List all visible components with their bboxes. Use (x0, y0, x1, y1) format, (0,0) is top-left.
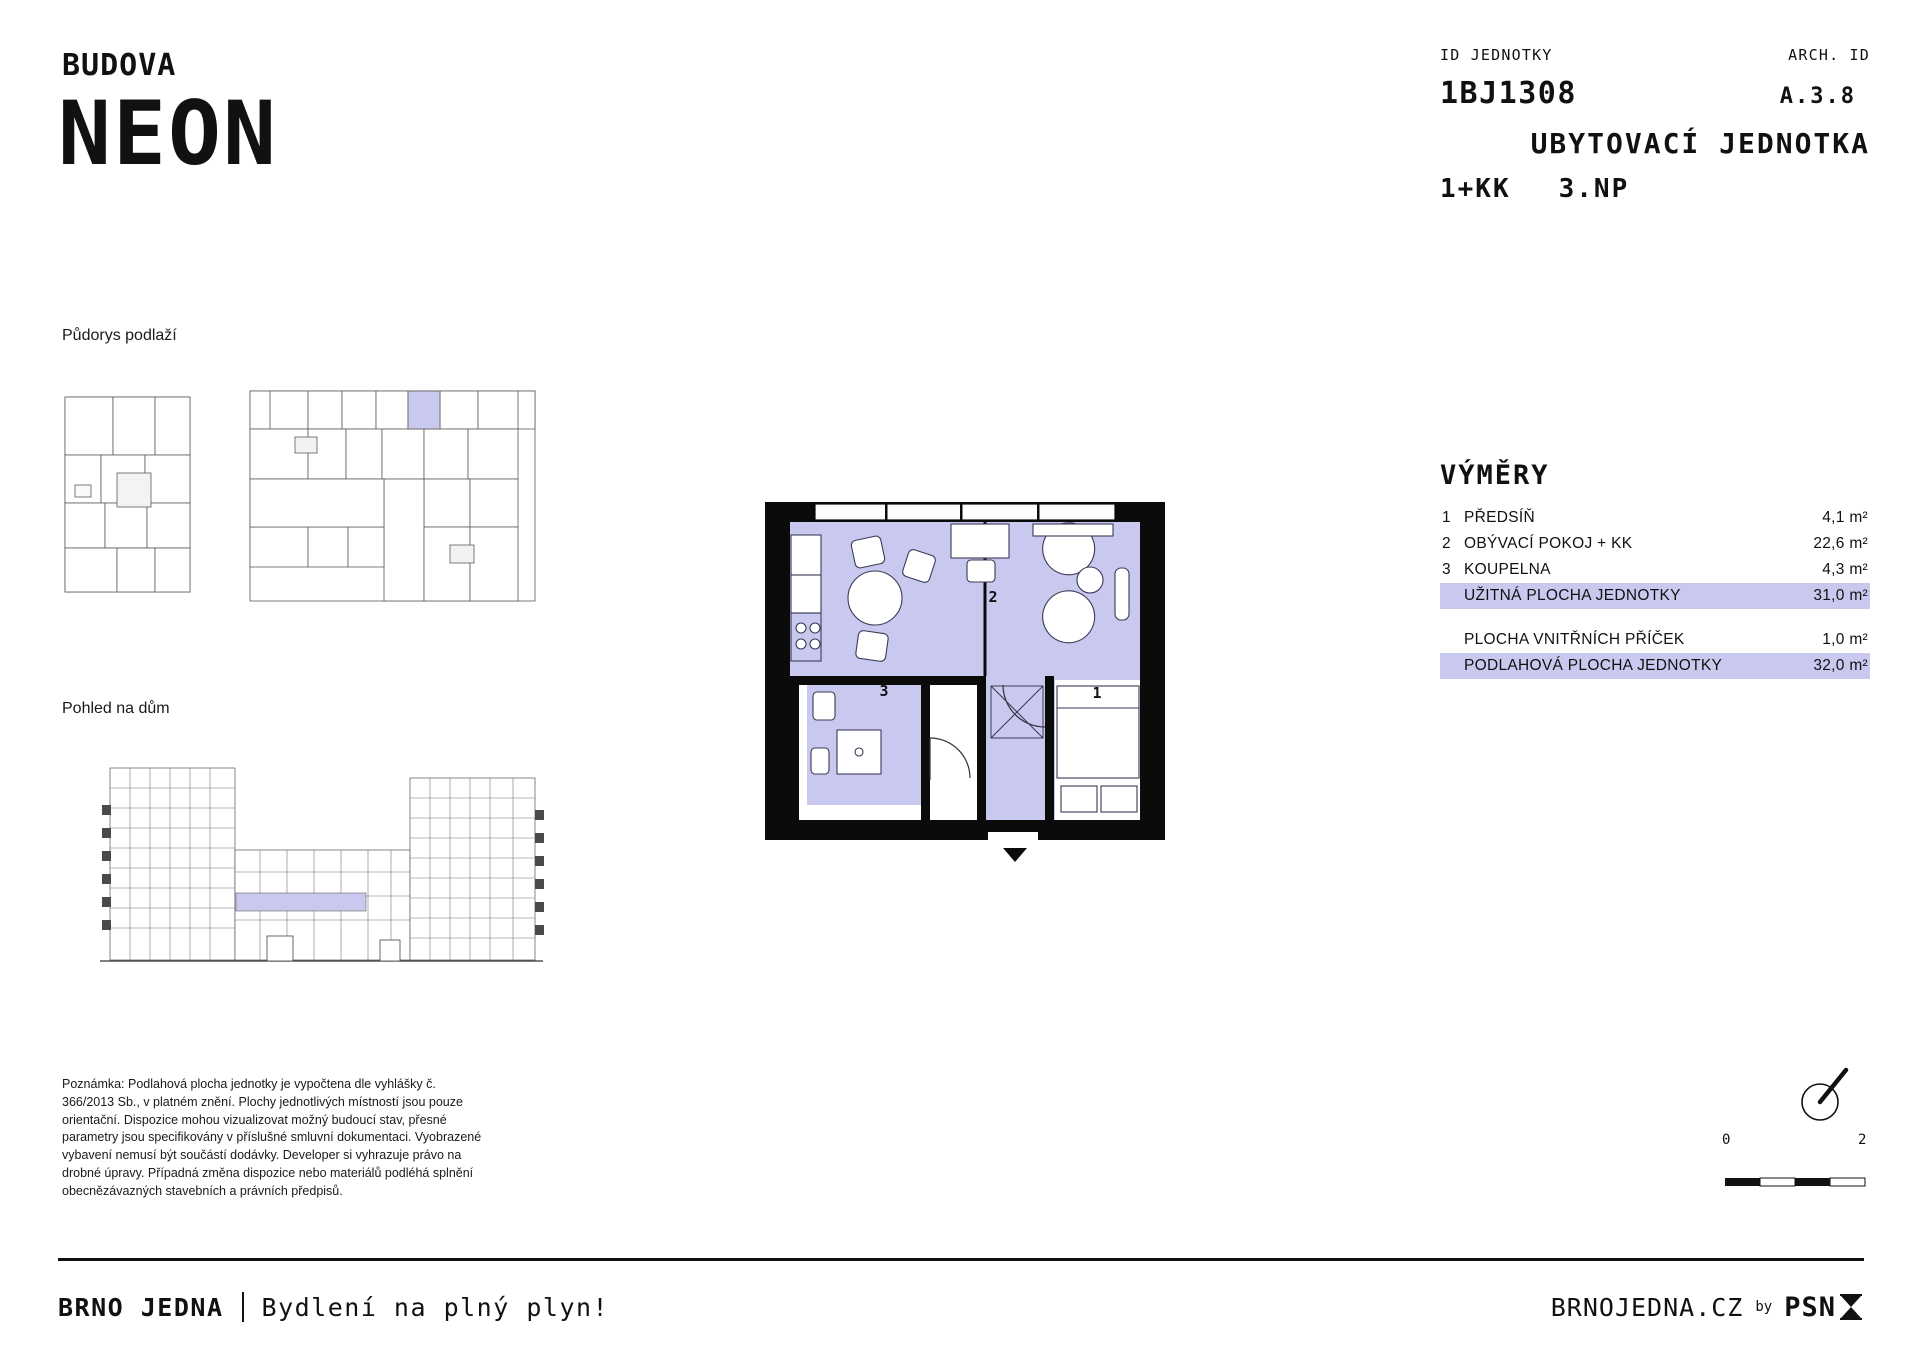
unit-header-block (1440, 46, 1870, 204)
unit-floorplan (745, 480, 1245, 880)
area-label: OBÝVACÍ POKOJ + KK (1464, 535, 1633, 552)
north-arrow-icon (1790, 1060, 1860, 1130)
area-number: 3 (1442, 561, 1451, 578)
unit-floor: 3.NP (1558, 174, 1630, 204)
area-value: 22,6 m² (1813, 535, 1868, 552)
areas-title: VÝMĚRY (1440, 460, 1550, 491)
partitions-value: 1,0 m² (1822, 631, 1868, 648)
usable-area-row (1440, 583, 1870, 609)
footer-brand: BRNO JEDNA (58, 1292, 224, 1322)
elevation-title: Pohled na dům (62, 700, 170, 717)
unit-id-value: 1BJ1308 (1440, 76, 1577, 111)
area-label: KOUPELNA (1464, 561, 1551, 578)
brand-name: NEON (58, 82, 278, 185)
psn-mark-icon (1838, 1293, 1864, 1321)
floor-area-row (1440, 653, 1870, 679)
areas-spacer (1440, 609, 1870, 627)
floor-area-label: PODLAHOVÁ PLOCHA JEDNOTKY (1464, 657, 1723, 674)
footer-claim: Bydlení na plný plyn! (261, 1292, 610, 1322)
brand-prefix: BUDOVA (62, 48, 177, 83)
arch-id-label: ARCH. ID (1788, 46, 1870, 64)
building-elevation-drawing (55, 750, 545, 990)
footer (58, 1282, 1864, 1332)
area-number: 1 (1442, 509, 1451, 526)
scale-min-label: 0 (1722, 1132, 1731, 1148)
usable-area-value: 31,0 m² (1813, 587, 1868, 604)
area-row-2 (1440, 531, 1870, 557)
footer-website[interactable]: BRNOJEDNA.CZ (1550, 1292, 1744, 1322)
area-value: 4,1 m² (1822, 509, 1868, 526)
floorplan-mini-title: Půdorys podlaží (62, 327, 177, 344)
psn-logo-text: PSN (1784, 1291, 1836, 1323)
footer-divider (58, 1258, 1864, 1261)
area-row-1 (1440, 505, 1870, 531)
highlighted-unit-on-floorplan (408, 391, 440, 429)
psn-logo (1784, 1292, 1864, 1323)
area-label: PŘEDSÍŇ (1464, 509, 1536, 526)
unit-layout: 1+KK (1440, 174, 1511, 204)
footer-by-label: by (1755, 1299, 1773, 1315)
floorplan-key-drawing (55, 375, 545, 625)
footer-separator (242, 1292, 244, 1322)
area-number: 2 (1442, 535, 1451, 552)
unit-type: UBYTOVACÍ JEDNOTKA (1530, 127, 1870, 160)
sideboard-furniture (1033, 524, 1113, 536)
areas-table (1440, 460, 1870, 679)
legal-note: Poznámka: Podlahová plocha jednotky je vypočtena dle vyhlášky č. 366/2013 Sb., v platném znění. Plochy jednotlivých místností jsou pouze orientační. Dispozice mohou vizualizovat možný budoucí stav, přesné parametry jsou specifikovány v příslušné smluvní dokumentaci. Vyobrazené vybavení nemusí být součástí dodávky. Developer si vyhrazuje právo na drobné úpravy. Případná změna dispozice nebo materiálů podléhá splnění obecnězávazných stavebních a právních předpisů. (62, 1077, 482, 1198)
floor-area-value: 32,0 m² (1813, 657, 1868, 674)
usable-area-label: UŽITNÁ PLOCHA JEDNOTKY (1464, 587, 1681, 604)
partitions-row (1440, 627, 1870, 653)
area-value: 4,3 m² (1822, 561, 1868, 578)
room-label-3: 3 (879, 682, 889, 700)
highlighted-unit-on-elevation (236, 893, 366, 911)
room-label-1: 1 (1092, 684, 1102, 702)
area-row-3 (1440, 557, 1870, 583)
scale-bar (1720, 1160, 1870, 1200)
room-label-2: 2 (988, 588, 998, 606)
arch-id-value: A.3.8 (1779, 84, 1856, 109)
scale-max-label: 2 (1858, 1132, 1867, 1148)
partitions-label: PLOCHA VNITŘNÍCH PŘÍČEK (1464, 631, 1685, 648)
entrance-marker (988, 832, 1038, 862)
unit-id-label: ID JEDNOTKY (1440, 46, 1553, 64)
